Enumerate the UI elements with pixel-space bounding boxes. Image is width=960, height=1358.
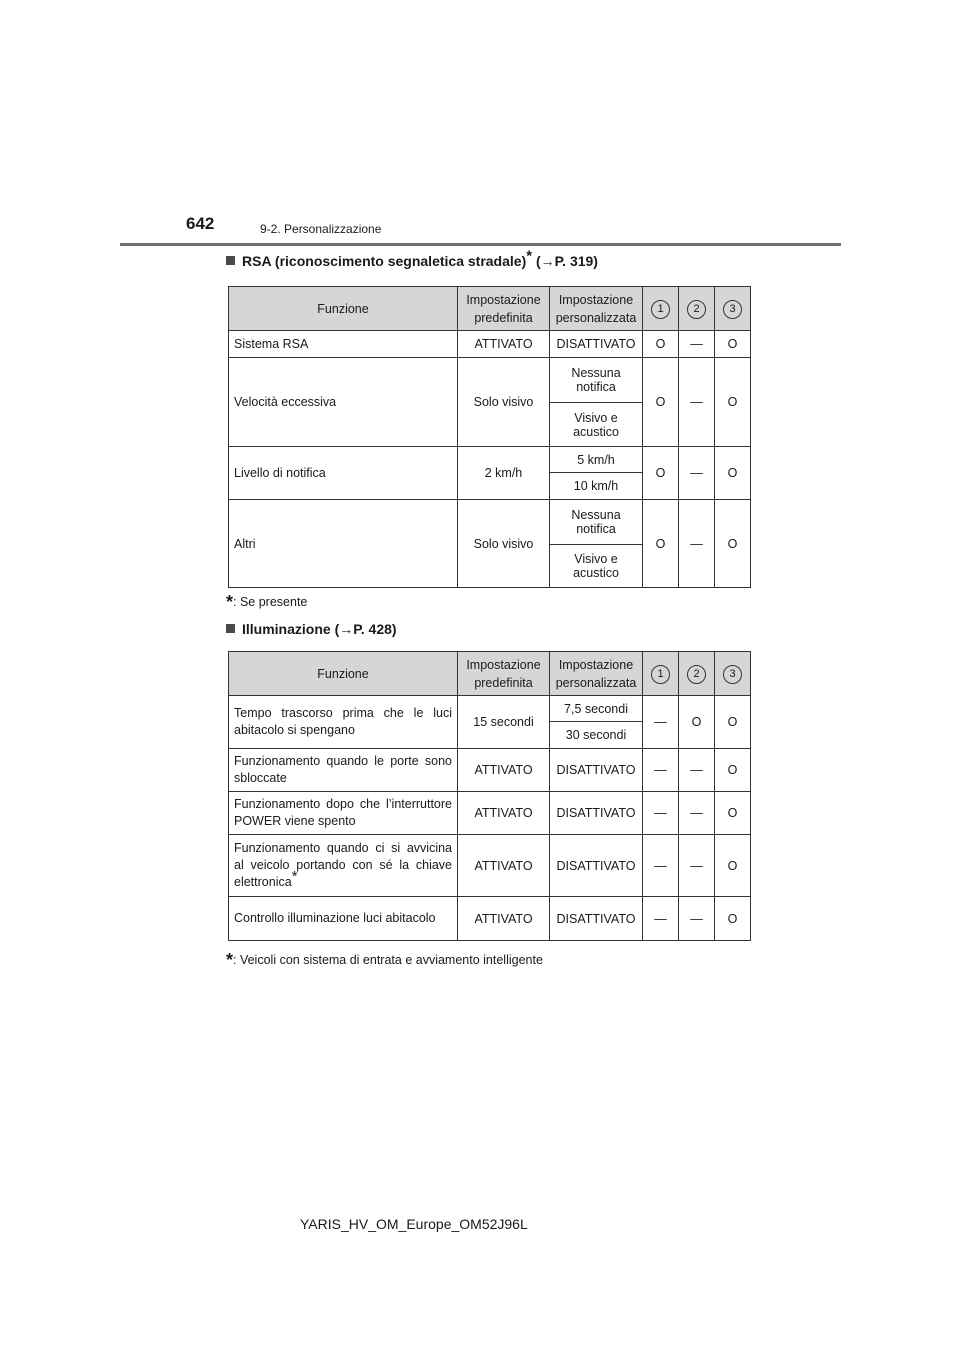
row-mark-2: —: [679, 749, 715, 792]
table-row: [229, 447, 751, 473]
table-row: [229, 897, 751, 941]
row-default: ATTIVATO: [458, 792, 550, 835]
row-mark-2: —: [679, 897, 715, 941]
row-default: ATTIVATO: [458, 897, 550, 941]
header-default: Impostazione predefinita: [458, 652, 550, 696]
rsa-heading-star: *: [526, 247, 533, 265]
row-mark-3: O: [715, 792, 751, 835]
circled-one-icon: 1: [651, 665, 670, 684]
row-mark-3: O: [715, 500, 751, 588]
row-custom: DISATTIVATO: [550, 331, 643, 358]
table-row: [229, 358, 751, 403]
illum-heading-ref: (→P. 428): [334, 621, 397, 637]
row-default: ATTIVATO: [458, 331, 550, 358]
row-mark-3: O: [715, 749, 751, 792]
circled-two-icon: 2: [687, 300, 706, 319]
circled-three-icon: 3: [723, 300, 742, 319]
rsa-footnote: [226, 592, 307, 613]
row-mark-3: O: [715, 835, 751, 897]
row-function: Velocità eccessiva: [229, 358, 458, 447]
header-function: Funzione: [229, 287, 458, 331]
table-row: [229, 696, 751, 722]
row-function: Sistema RSA: [229, 331, 458, 358]
row-mark-2: —: [679, 500, 715, 588]
row-mark-1: O: [643, 447, 679, 500]
footnote-text: : Veicoli con sistema di entrata e avviamento intelligente: [233, 953, 543, 967]
row-mark-1: O: [643, 331, 679, 358]
section-title: 9-2. Personalizzazione: [260, 222, 382, 236]
header-default: Impostazione predefinita: [458, 287, 550, 331]
row-custom: DISATTIVATO: [550, 835, 643, 897]
table-row: [229, 792, 751, 835]
rsa-table: [228, 286, 751, 588]
row-custom: Visivo e acustico: [550, 545, 643, 588]
row-mark-3: O: [715, 358, 751, 447]
row-function: Tempo trascorso prima che le luci abitacolo si spengano: [229, 696, 458, 749]
row-function-star: *: [291, 867, 298, 885]
table-row: [229, 835, 751, 897]
row-mark-3: O: [715, 447, 751, 500]
table-header-row: [229, 652, 751, 696]
circled-two-icon: 2: [687, 665, 706, 684]
row-mark-2: —: [679, 331, 715, 358]
page-number: 642: [186, 214, 215, 233]
illum-table: [228, 651, 751, 941]
row-default: 15 secondi: [458, 696, 550, 749]
circled-three-icon: 3: [723, 665, 742, 684]
table-header-row: [229, 287, 751, 331]
circled-one-icon: 1: [651, 300, 670, 319]
row-custom: 5 km/h: [550, 447, 643, 473]
row-custom: 30 secondi: [550, 722, 643, 749]
footnote-star: *: [226, 950, 234, 970]
row-mark-3: O: [715, 331, 751, 358]
row-mark-3: O: [715, 897, 751, 941]
row-mark-3: O: [715, 696, 751, 749]
row-mark-2: —: [679, 835, 715, 897]
row-custom: Visivo e acustico: [550, 403, 643, 447]
row-custom: DISATTIVATO: [550, 897, 643, 941]
header-custom: Impostazione personalizzata: [550, 287, 643, 331]
row-function: Livello di notifica: [229, 447, 458, 500]
row-mark-1: —: [643, 835, 679, 897]
row-mark-2: —: [679, 358, 715, 447]
row-function-cell: [229, 835, 458, 897]
row-default: 2 km/h: [458, 447, 550, 500]
row-custom: Nessuna notifica: [550, 500, 643, 545]
row-custom: 7,5 secondi: [550, 696, 643, 722]
header-function: Funzione: [229, 652, 458, 696]
illum-heading-text: Illuminazione: [242, 621, 331, 637]
row-default: Solo visivo: [458, 500, 550, 588]
row-function: Funzionamento quando ci si avvicina al veicolo portando con sé la chiave elettronica: [234, 841, 452, 889]
row-mark-2: —: [679, 447, 715, 500]
rsa-heading-ref: (→P. 319): [535, 253, 598, 269]
rsa-heading: [226, 247, 598, 269]
row-custom: 10 km/h: [550, 473, 643, 500]
table-row: [229, 331, 751, 358]
row-mark-1: O: [643, 358, 679, 447]
row-function: Funzionamento quando le porte sono sbloccate: [229, 749, 458, 792]
row-mark-2: —: [679, 792, 715, 835]
rsa-heading-text: RSA (riconoscimento segnaletica stradale): [242, 253, 527, 269]
row-default: Solo visivo: [458, 358, 550, 447]
illum-footnote: [226, 950, 543, 971]
table-row: [229, 749, 751, 792]
square-bullet-icon: [226, 256, 235, 265]
row-default: ATTIVATO: [458, 749, 550, 792]
row-default: ATTIVATO: [458, 835, 550, 897]
table-row: [229, 500, 751, 545]
header-rule: [120, 243, 841, 246]
illum-heading: [226, 621, 397, 637]
row-function: Controllo illuminazione luci abitacolo: [229, 897, 458, 941]
row-custom: Nessuna notifica: [550, 358, 643, 403]
row-mark-1: —: [643, 792, 679, 835]
row-function: Altri: [229, 500, 458, 588]
footer-document-code: YARIS_HV_OM_Europe_OM52J96L: [300, 1216, 528, 1232]
square-bullet-icon: [226, 624, 235, 633]
row-mark-2: O: [679, 696, 715, 749]
footnote-text: : Se presente: [233, 595, 308, 609]
row-custom: DISATTIVATO: [550, 749, 643, 792]
row-mark-1: —: [643, 696, 679, 749]
row-function: Funzionamento dopo che l’interruttore POWER viene spento: [229, 792, 458, 835]
header-custom: Impostazione personalizzata: [550, 652, 643, 696]
row-mark-1: —: [643, 897, 679, 941]
footnote-star: *: [226, 592, 234, 612]
row-mark-1: O: [643, 500, 679, 588]
row-mark-1: —: [643, 749, 679, 792]
row-custom: DISATTIVATO: [550, 792, 643, 835]
